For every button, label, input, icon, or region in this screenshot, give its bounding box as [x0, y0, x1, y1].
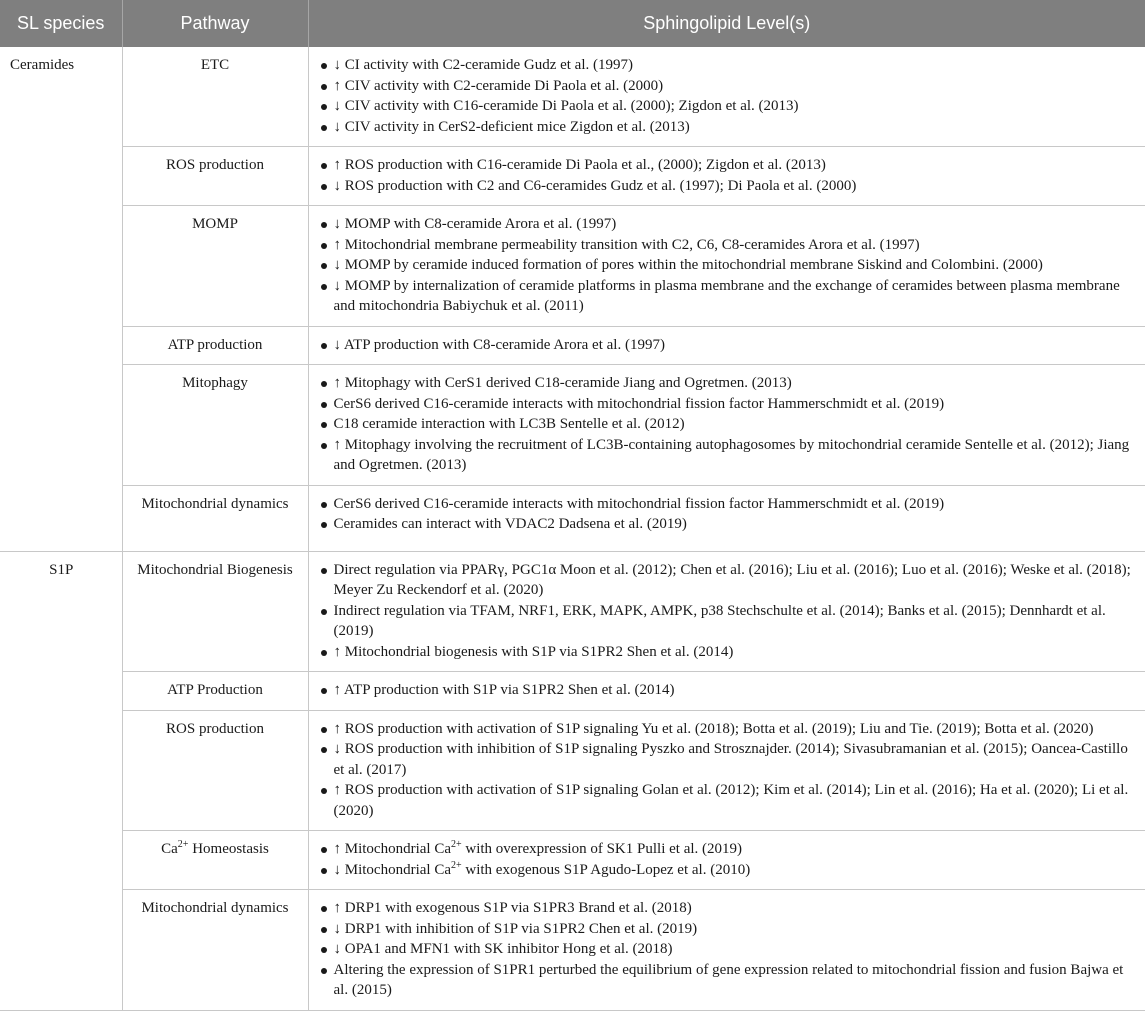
list-item: ↓ ATP production with C8-ceramide Arora et al. (1997)	[318, 335, 1137, 356]
table-row	[0, 831, 1145, 890]
list-item: C18 ceramide interaction with LC3B Sentelle et al. (2012)	[318, 414, 1137, 435]
levels-cell	[308, 710, 1145, 831]
levels-cell	[308, 326, 1145, 365]
table-row	[0, 326, 1145, 365]
levels-cell	[308, 147, 1145, 206]
table-row	[0, 365, 1145, 486]
species-cell-empty	[0, 890, 122, 1011]
list-item: ↑ CIV activity with C2-ceramide Di Paola et al. (2000)	[318, 76, 1137, 97]
pathway-cell: ATP production	[122, 326, 308, 365]
species-cell-empty	[0, 365, 122, 486]
header-sphingolipid-levels: Sphingolipid Level(s)	[308, 0, 1145, 47]
table-row	[0, 551, 1145, 672]
species-cell-empty	[0, 326, 122, 365]
levels-cell	[308, 831, 1145, 890]
levels-cell	[308, 365, 1145, 486]
levels-cell	[308, 485, 1145, 551]
list-item: ↑ ROS production with activation of S1P signaling Golan et al. (2012); Kim et al. (2014); Lin et al. (2016); Ha et al. (2020); Li et al. (2020)	[318, 780, 1137, 821]
list-item: ↓ ROS production with inhibition of S1P signaling Pyszko and Strosznajder. (2014); Sivasubramanian et al. (2015); Oancea-Castillo et al. (2017)	[318, 739, 1137, 780]
list-item: Direct regulation via PPARγ, PGC1α Moon et al. (2012); Chen et al. (2016); Liu et al. (2016); Luo et al. (2016); Weske et al. (2018); Meyer Zu Reckendorf et al. (2020)	[318, 560, 1137, 601]
list-item: ↑ DRP1 with exogenous S1P via S1PR3 Brand et al. (2018)	[318, 898, 1137, 919]
list-item: Ceramides can interact with VDAC2 Dadsena et al. (2019)	[318, 514, 1137, 535]
list-item: ↑ ATP production with S1P via S1PR2 Shen et al. (2014)	[318, 680, 1137, 701]
item-text: ↓ Mitochondrial Ca	[333, 861, 451, 878]
species-cell-empty	[0, 206, 122, 327]
levels-cell	[308, 206, 1145, 327]
species-cell-empty	[0, 831, 122, 890]
item-text: with exogenous S1P Agudo-Lopez et al. (2010)	[461, 861, 751, 878]
list-item: Indirect regulation via TFAM, NRF1, ERK, MAPK, AMPK, p38 Stechschulte et al. (2014); Banks et al. (2015); Dennhardt et al. (2019)	[318, 601, 1137, 642]
list-item: CerS6 derived C16-ceramide interacts with mitochondrial fission factor Hammerschmidt et al. (2019)	[318, 394, 1137, 415]
list-item	[318, 860, 1137, 881]
list-item: ↑ Mitophagy involving the recruitment of LC3B-containing autophagosomes by mitochondrial ceramide Sentelle et al. (2012); Jiang and Ogretmen. (2013)	[318, 435, 1137, 476]
list-item: ↓ CI activity with C2-ceramide Gudz et al. (1997)	[318, 55, 1137, 76]
superscript: 2+	[450, 839, 462, 850]
pathway-ca-suffix: Homeostasis	[188, 841, 269, 857]
pathway-cell: ROS production	[122, 710, 308, 831]
list-item: ↓ MOMP by ceramide induced formation of pores within the mitochondrial membrane Siskind and Colombini. (2000)	[318, 255, 1137, 276]
species-cell-empty	[0, 147, 122, 206]
list-item: ↑ Mitochondrial membrane permeability transition with C2, C6, C8-ceramides Arora et al. (1997)	[318, 235, 1137, 256]
list-item: ↑ ROS production with activation of S1P signaling Yu et al. (2018); Botta et al. (2019); Liu and Tie. (2019); Botta et al. (2020)	[318, 719, 1137, 740]
species-cell-s1p: S1P	[0, 551, 122, 672]
species-cell-empty	[0, 710, 122, 831]
list-item: ↓ MOMP by internalization of ceramide platforms in plasma membrane and the exchange of ceramides between plasma membrane and mitochondria Babiychuk et al. (2011)	[318, 276, 1137, 317]
pathway-cell: Mitophagy	[122, 365, 308, 486]
levels-cell	[308, 672, 1145, 711]
list-item: ↓ CIV activity with C16-ceramide Di Paola et al. (2000); Zigdon et al. (2013)	[318, 96, 1137, 117]
list-item: ↓ MOMP with C8-ceramide Arora et al. (1997)	[318, 214, 1137, 235]
pathway-cell: Mitochondrial dynamics	[122, 485, 308, 551]
table-row	[0, 710, 1145, 831]
list-item: ↓ OPA1 and MFN1 with SK inhibitor Hong et al. (2018)	[318, 939, 1137, 960]
table-row	[0, 47, 1145, 147]
species-cell-empty	[0, 485, 122, 551]
table-row	[0, 206, 1145, 327]
item-text: ↑ Mitochondrial Ca	[333, 841, 451, 857]
levels-cell	[308, 551, 1145, 672]
pathway-ca-prefix: Ca	[161, 841, 178, 857]
species-cell-ceramides: Ceramides	[0, 47, 122, 147]
pathway-cell: ATP Production	[122, 672, 308, 711]
list-item: ↑ Mitochondrial biogenesis with S1P via S1PR2 Shen et al. (2014)	[318, 642, 1137, 663]
pathway-cell: Mitochondrial dynamics	[122, 890, 308, 1011]
header-sl-species: SL species	[0, 0, 122, 47]
list-item: ↓ ROS production with C2 and C6-ceramides Gudz et al. (1997); Di Paola et al. (2000)	[318, 176, 1137, 197]
table-row	[0, 485, 1145, 551]
header-pathway: Pathway	[122, 0, 308, 47]
list-item: Altering the expression of S1PR1 perturbed the equilibrium of gene expression related to mitochondrial fission and fusion Bajwa et al. (2015)	[318, 960, 1137, 1001]
list-item: CerS6 derived C16-ceramide interacts with mitochondrial fission factor Hammerschmidt et al. (2019)	[318, 494, 1137, 515]
levels-cell	[308, 47, 1145, 147]
list-item: ↑ Mitophagy with CerS1 derived C18-ceramide Jiang and Ogretmen. (2013)	[318, 373, 1137, 394]
pathway-cell: ETC	[122, 47, 308, 147]
species-cell-empty	[0, 672, 122, 711]
levels-cell	[308, 890, 1145, 1011]
pathway-cell: ROS production	[122, 147, 308, 206]
pathway-cell: MOMP	[122, 206, 308, 327]
list-item	[318, 839, 1137, 860]
pathway-cell	[122, 831, 308, 890]
list-item: ↓ CIV activity in CerS2-deficient mice Zigdon et al. (2013)	[318, 117, 1137, 138]
table-row	[0, 147, 1145, 206]
pathway-cell: Mitochondrial Biogenesis	[122, 551, 308, 672]
header-row	[0, 0, 1145, 47]
list-item: ↓ DRP1 with inhibition of S1P via S1PR2 Chen et al. (2019)	[318, 919, 1137, 940]
superscript: 2+	[177, 839, 189, 850]
superscript: 2+	[450, 859, 462, 871]
item-text: with overexpression of SK1 Pulli et al. (2019)	[461, 841, 743, 857]
table-row	[0, 672, 1145, 711]
list-item: ↑ ROS production with C16-ceramide Di Paola et al., (2000); Zigdon et al. (2013)	[318, 155, 1137, 176]
table-row	[0, 890, 1145, 1011]
